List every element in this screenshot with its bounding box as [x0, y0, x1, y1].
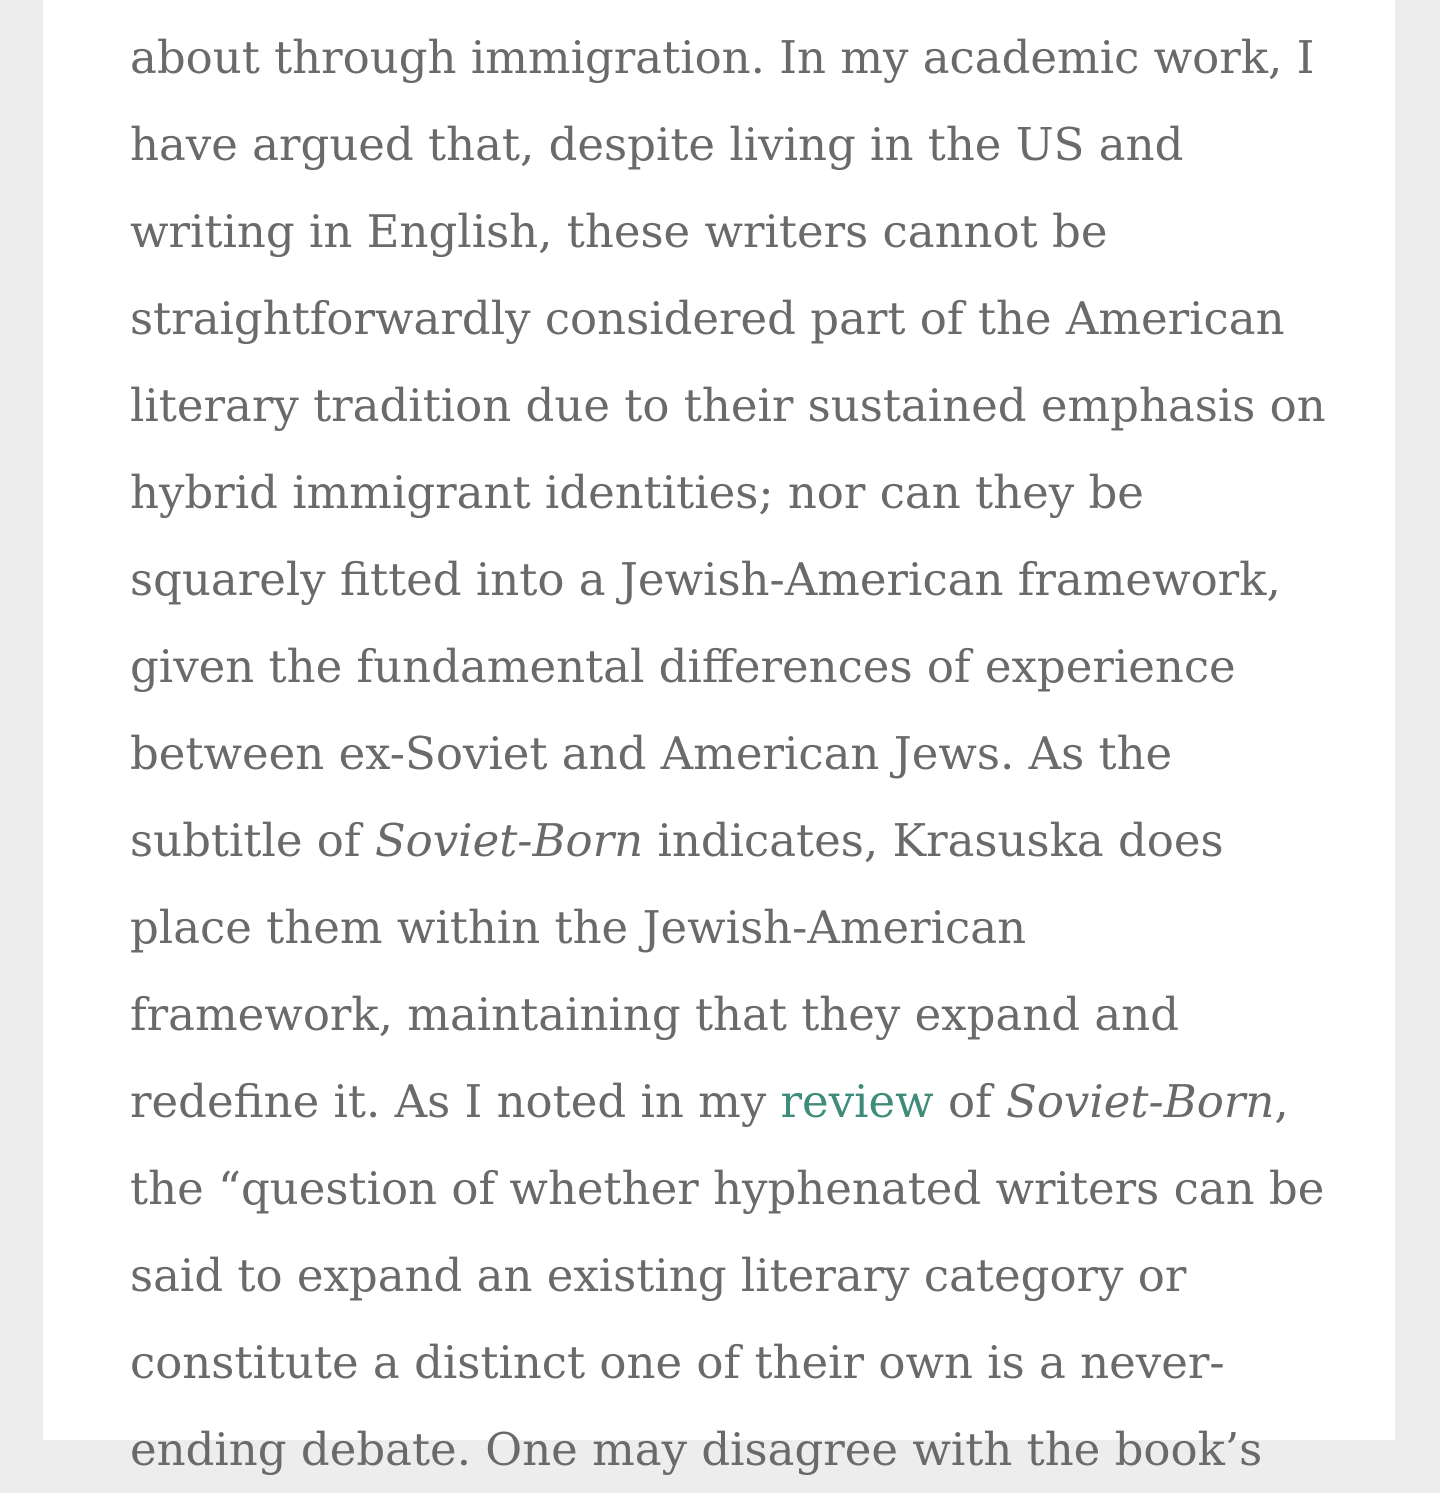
article-line: between ex-Soviet and American Jews. As the: [130, 727, 1173, 780]
article-line: framework, maintaining that they expand and: [130, 988, 1179, 1041]
text-segment: redefine it. As I noted in my: [130, 1075, 781, 1128]
article-page: [43, 0, 1395, 1476]
article-line: said to expand an existing literary category or: [130, 1249, 1187, 1302]
text-segment: subtitle of: [130, 814, 375, 867]
review-link[interactable]: review: [780, 1075, 934, 1128]
article-line: writing in English, these writers cannot be: [130, 205, 1108, 258]
article-line: have argued that, despite living in the US and: [130, 118, 1184, 171]
article-line: [130, 1058, 1315, 1145]
article-line: ending debate. One may disagree with the book’s: [130, 1423, 1263, 1476]
book-title: Soviet-Born: [1006, 1075, 1275, 1128]
article-line: literary tradition due to their sustained emphasis on: [130, 379, 1326, 432]
article-line: the “question of whether hyphenated writers can be: [130, 1162, 1325, 1215]
article-line: about through immigration. In my academic work, I: [130, 31, 1315, 84]
text-segment: of: [933, 1075, 1007, 1128]
article-line: squarely fitted into a Jewish-American framework,: [130, 553, 1281, 606]
text-segment: indicates, Krasuska does: [643, 814, 1224, 867]
book-title: Soviet-Born: [374, 814, 644, 867]
article-line: hybrid immigrant identities; nor can they be: [130, 466, 1144, 519]
article-line: straightforwardly considered part of the American: [130, 292, 1285, 345]
text-segment: ,: [1274, 1075, 1289, 1128]
article-line: given the fundamental differences of experience: [130, 640, 1236, 693]
article-line: place them within the Jewish-American: [130, 901, 1027, 954]
article-body: [130, 14, 1326, 1493]
article-line: constitute a distinct one of their own is a never-: [130, 1336, 1225, 1389]
article-line: [130, 797, 1315, 884]
